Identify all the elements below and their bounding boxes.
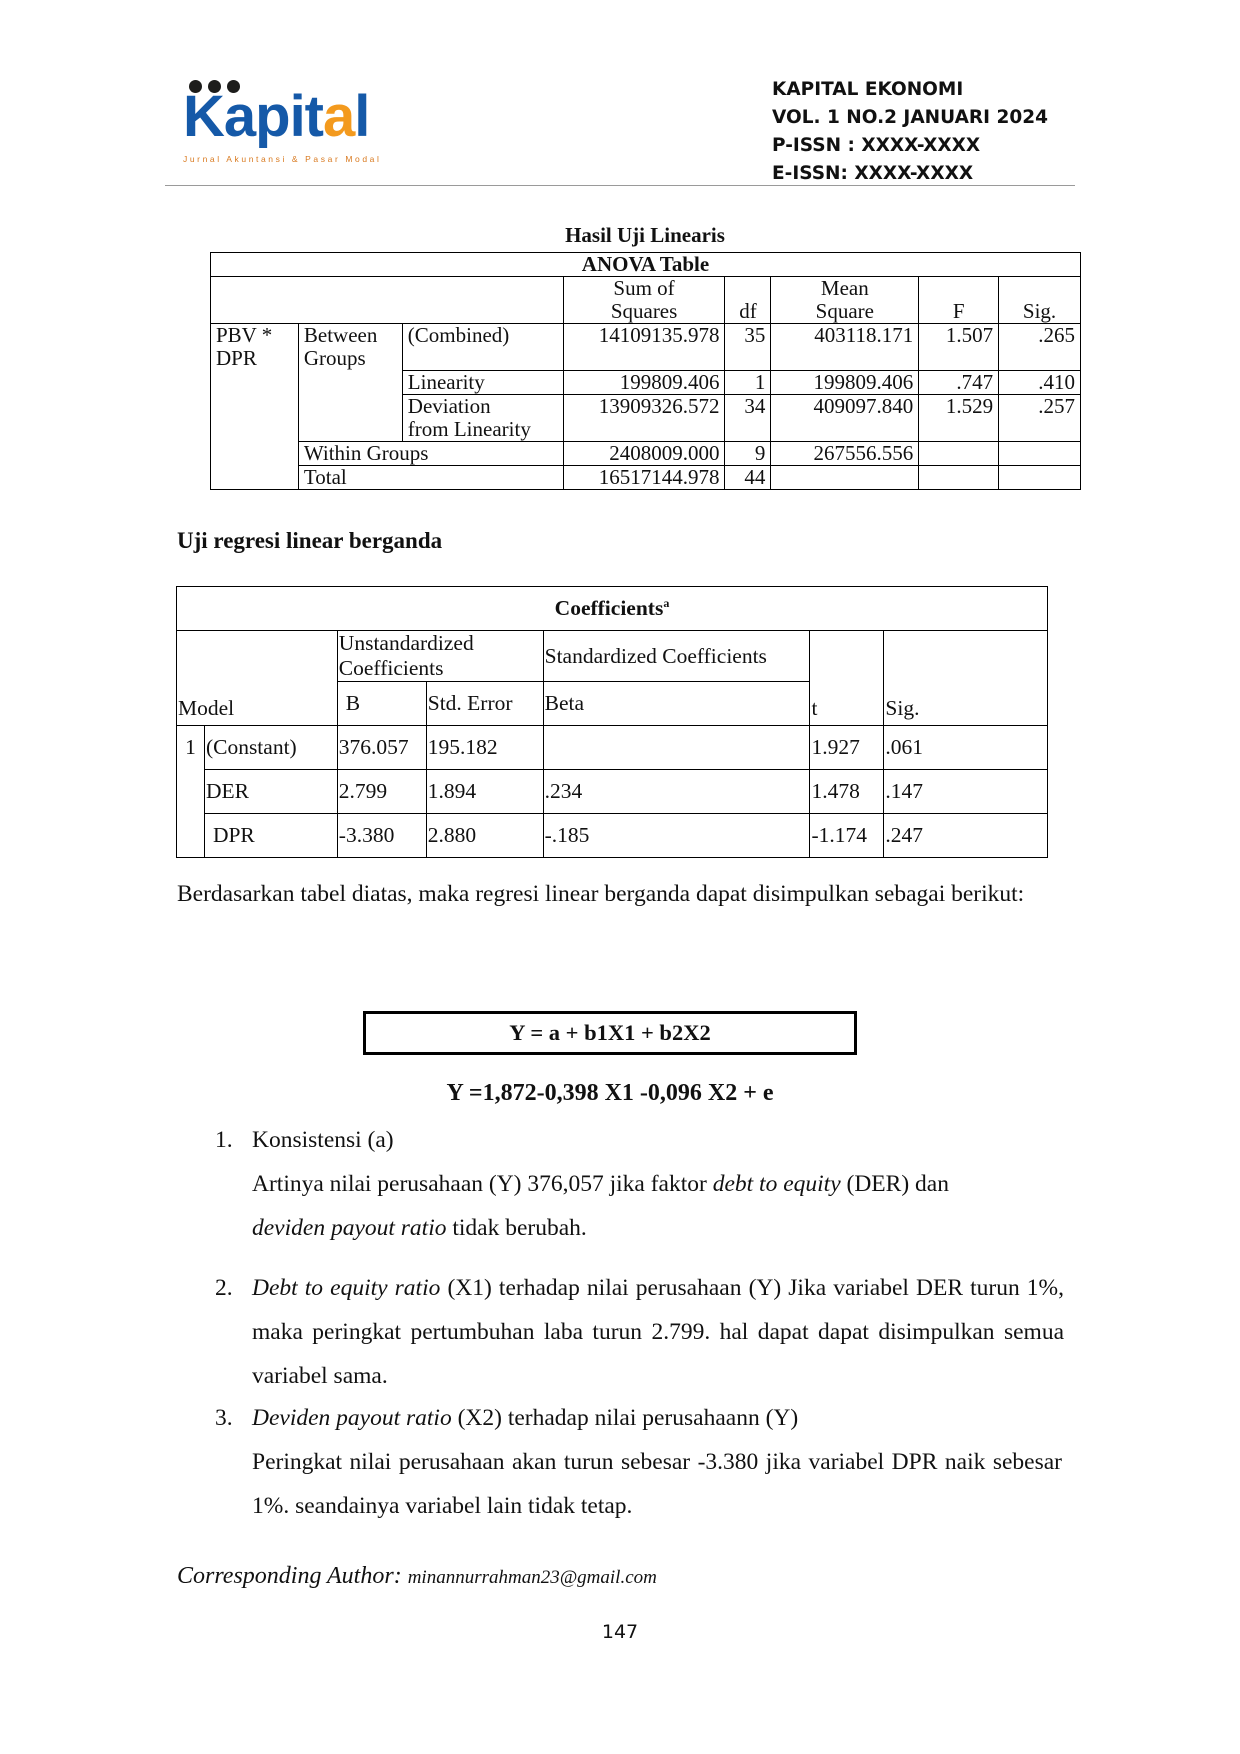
coef-model-number: 1 xyxy=(177,726,205,770)
anova-row-label: (Combined) xyxy=(402,324,563,371)
coefficients-caption: Coefficients$^a$ xyxy=(177,587,1048,631)
list-item-title: Konsistensi (a) xyxy=(252,1127,394,1153)
logo-tagline: Jurnal Akuntansi & Pasar Modal xyxy=(183,154,382,164)
list-item-number: 1. xyxy=(215,1127,233,1153)
anova-cell-sig xyxy=(999,441,1081,465)
journal-eissn: E-ISSN: XXXX-XXXX xyxy=(772,163,974,184)
coef-cell-b: -3.380 xyxy=(337,814,426,858)
coef-cell-beta: -.185 xyxy=(543,814,810,858)
coef-col-standardized: Standardized Coefficients xyxy=(543,631,810,682)
anova-col-sig: Sig. xyxy=(999,277,1081,324)
anova-cell-sig: .410 xyxy=(999,370,1081,394)
anova-row-label: Deviation from Linearity xyxy=(402,394,563,441)
conclusion-paragraph: Berdasarkan tabel diatas, maka regresi linear berganda dapat disimpulkan sebagai berikut: xyxy=(177,881,1025,907)
coef-col-beta: Beta xyxy=(543,682,810,726)
journal-pissn: P-ISSN : XXXX-XXXX xyxy=(772,135,981,156)
anova-cell-ms: 199809.406 xyxy=(771,370,919,394)
coef-row-name: DPR xyxy=(204,814,337,858)
list-item-number: 2. xyxy=(215,1275,233,1301)
coef-row-name: DER xyxy=(204,770,337,814)
anova-cell-df: 34 xyxy=(725,394,771,441)
journal-logo xyxy=(183,78,403,168)
coef-cell-se: 195.182 xyxy=(426,726,543,770)
anova-title: Hasil Uji Linearis xyxy=(565,223,725,247)
list-item-text: (X1) terhadap nilai perusahaan (Y) Jika variabel DER turun 1%, maka peringkat pertumbuhan laba turun 2.799. hal dapat dapat disimpulkan semua variabel sama. xyxy=(252,1275,1064,1389)
coef-cell-beta xyxy=(543,726,810,770)
table-row xyxy=(177,770,1048,814)
list-item xyxy=(252,1266,1064,1398)
logo-wordmark: Kapital xyxy=(183,84,370,149)
coef-cell-sig: .247 xyxy=(884,814,1048,858)
list-item-title: Deviden payout ratio (X2) terhadap nilai perusahaann (Y) xyxy=(252,1405,799,1431)
list-item xyxy=(252,1118,1062,1250)
formula-box: Y = a + b1X1 + b2X2 xyxy=(363,1011,857,1055)
anova-cell-df: 1 xyxy=(725,370,771,394)
anova-row-label: Linearity xyxy=(402,370,563,394)
coef-row-name: (Constant) xyxy=(204,726,337,770)
table-row xyxy=(211,394,1081,441)
anova-col-f: F xyxy=(919,277,999,324)
author-label: Corresponding Author: xyxy=(177,1563,402,1589)
journal-info xyxy=(772,76,1048,188)
anova-between-groups: Between Groups xyxy=(298,324,402,371)
anova-row-variable: PBV * DPR xyxy=(211,324,299,371)
coefficients-header-row xyxy=(177,631,1048,682)
anova-cell-ms: 267556.556 xyxy=(771,441,919,465)
table-row xyxy=(211,465,1081,489)
anova-cell-ms: 403118.171 xyxy=(771,324,919,371)
anova-cell-df: 35 xyxy=(725,324,771,371)
anova-cell-sig: .265 xyxy=(999,324,1081,371)
list-item-text-cont: deviden payout ratio tidak berubah. xyxy=(252,1215,587,1241)
coef-col-sig: Sig. xyxy=(884,631,1048,726)
coef-col-t: t xyxy=(810,631,884,726)
anova-cell-f: .747 xyxy=(919,370,999,394)
table-row xyxy=(211,441,1081,465)
anova-cell-sig: .257 xyxy=(999,394,1081,441)
author-email: minannurrahman23@gmail.com xyxy=(407,1567,657,1588)
table-row xyxy=(211,324,1081,371)
coef-col-model: Model xyxy=(177,631,338,726)
anova-cell-df: 9 xyxy=(725,441,771,465)
anova-col-ms: Mean Square xyxy=(771,277,919,324)
list-item-text: Peringkat nilai perusahaan akan turun sebesar -3.380 jika variabel DPR naik sebesar 1%. seandainya variabel lain tidak tetap. xyxy=(252,1449,1062,1519)
table-row xyxy=(177,814,1048,858)
list-item-title: Debt to equity ratio xyxy=(252,1275,441,1301)
coef-cell-se: 2.880 xyxy=(426,814,543,858)
anova-cell-ss: 13909326.572 xyxy=(563,394,725,441)
table-row xyxy=(177,726,1048,770)
coef-cell-t: -1.174 xyxy=(810,814,884,858)
anova-cell-sig xyxy=(999,465,1081,489)
list-item-number: 3. xyxy=(215,1405,233,1431)
anova-cell-ss: 199809.406 xyxy=(563,370,725,394)
anova-header-row xyxy=(211,277,1081,324)
coefficients-table xyxy=(176,586,1048,858)
anova-cell-ss: 2408009.000 xyxy=(563,441,725,465)
anova-col-ss: Sum of Squares xyxy=(563,277,725,324)
anova-table xyxy=(210,252,1081,490)
anova-cell-df: 44 xyxy=(725,465,771,489)
anova-cell-f: 1.507 xyxy=(919,324,999,371)
anova-cell-ms: 409097.840 xyxy=(771,394,919,441)
list-item xyxy=(252,1396,1062,1528)
anova-cell-f xyxy=(919,465,999,489)
coef-col-b: B xyxy=(337,682,426,726)
anova-row-label: Within Groups xyxy=(298,441,563,465)
journal-name: KAPITAL EKONOMI xyxy=(772,79,964,100)
section-heading: Uji regresi linear berganda xyxy=(177,528,443,553)
formula-result: Y =1,872-0,398 X1 -0,096 X2 + e xyxy=(446,1080,774,1106)
coef-col-std-error: Std. Error xyxy=(426,682,543,726)
anova-row-label: Total xyxy=(298,465,563,489)
header-divider xyxy=(165,185,1075,186)
anova-col-df: df xyxy=(725,277,771,324)
anova-caption: ANOVA Table xyxy=(211,253,1081,277)
anova-cell-ss: 16517144.978 xyxy=(563,465,725,489)
journal-volume: VOL. 1 NO.2 JANUARI 2024 xyxy=(772,107,1048,128)
anova-cell-ms xyxy=(771,465,919,489)
anova-cell-f: 1.529 xyxy=(919,394,999,441)
coef-cell-b: 2.799 xyxy=(337,770,426,814)
coef-cell-t: 1.927 xyxy=(810,726,884,770)
coef-cell-beta: .234 xyxy=(543,770,810,814)
coef-cell-b: 376.057 xyxy=(337,726,426,770)
coef-cell-sig: .061 xyxy=(884,726,1048,770)
coef-cell-t: 1.478 xyxy=(810,770,884,814)
table-row xyxy=(211,370,1081,394)
anova-cell-f xyxy=(919,441,999,465)
coef-cell-sig: .147 xyxy=(884,770,1048,814)
coef-cell-se: 1.894 xyxy=(426,770,543,814)
list-item-text: Artinya nilai perusahaan (Y) 376,057 jika faktor debt to equity (DER) dan xyxy=(252,1171,949,1197)
anova-cell-ss: 14109135.978 xyxy=(563,324,725,371)
corresponding-author xyxy=(177,1563,657,1590)
page-number: 147 xyxy=(601,1621,639,1643)
coef-col-unstandardized: Unstandardized Coefficients xyxy=(337,631,543,682)
